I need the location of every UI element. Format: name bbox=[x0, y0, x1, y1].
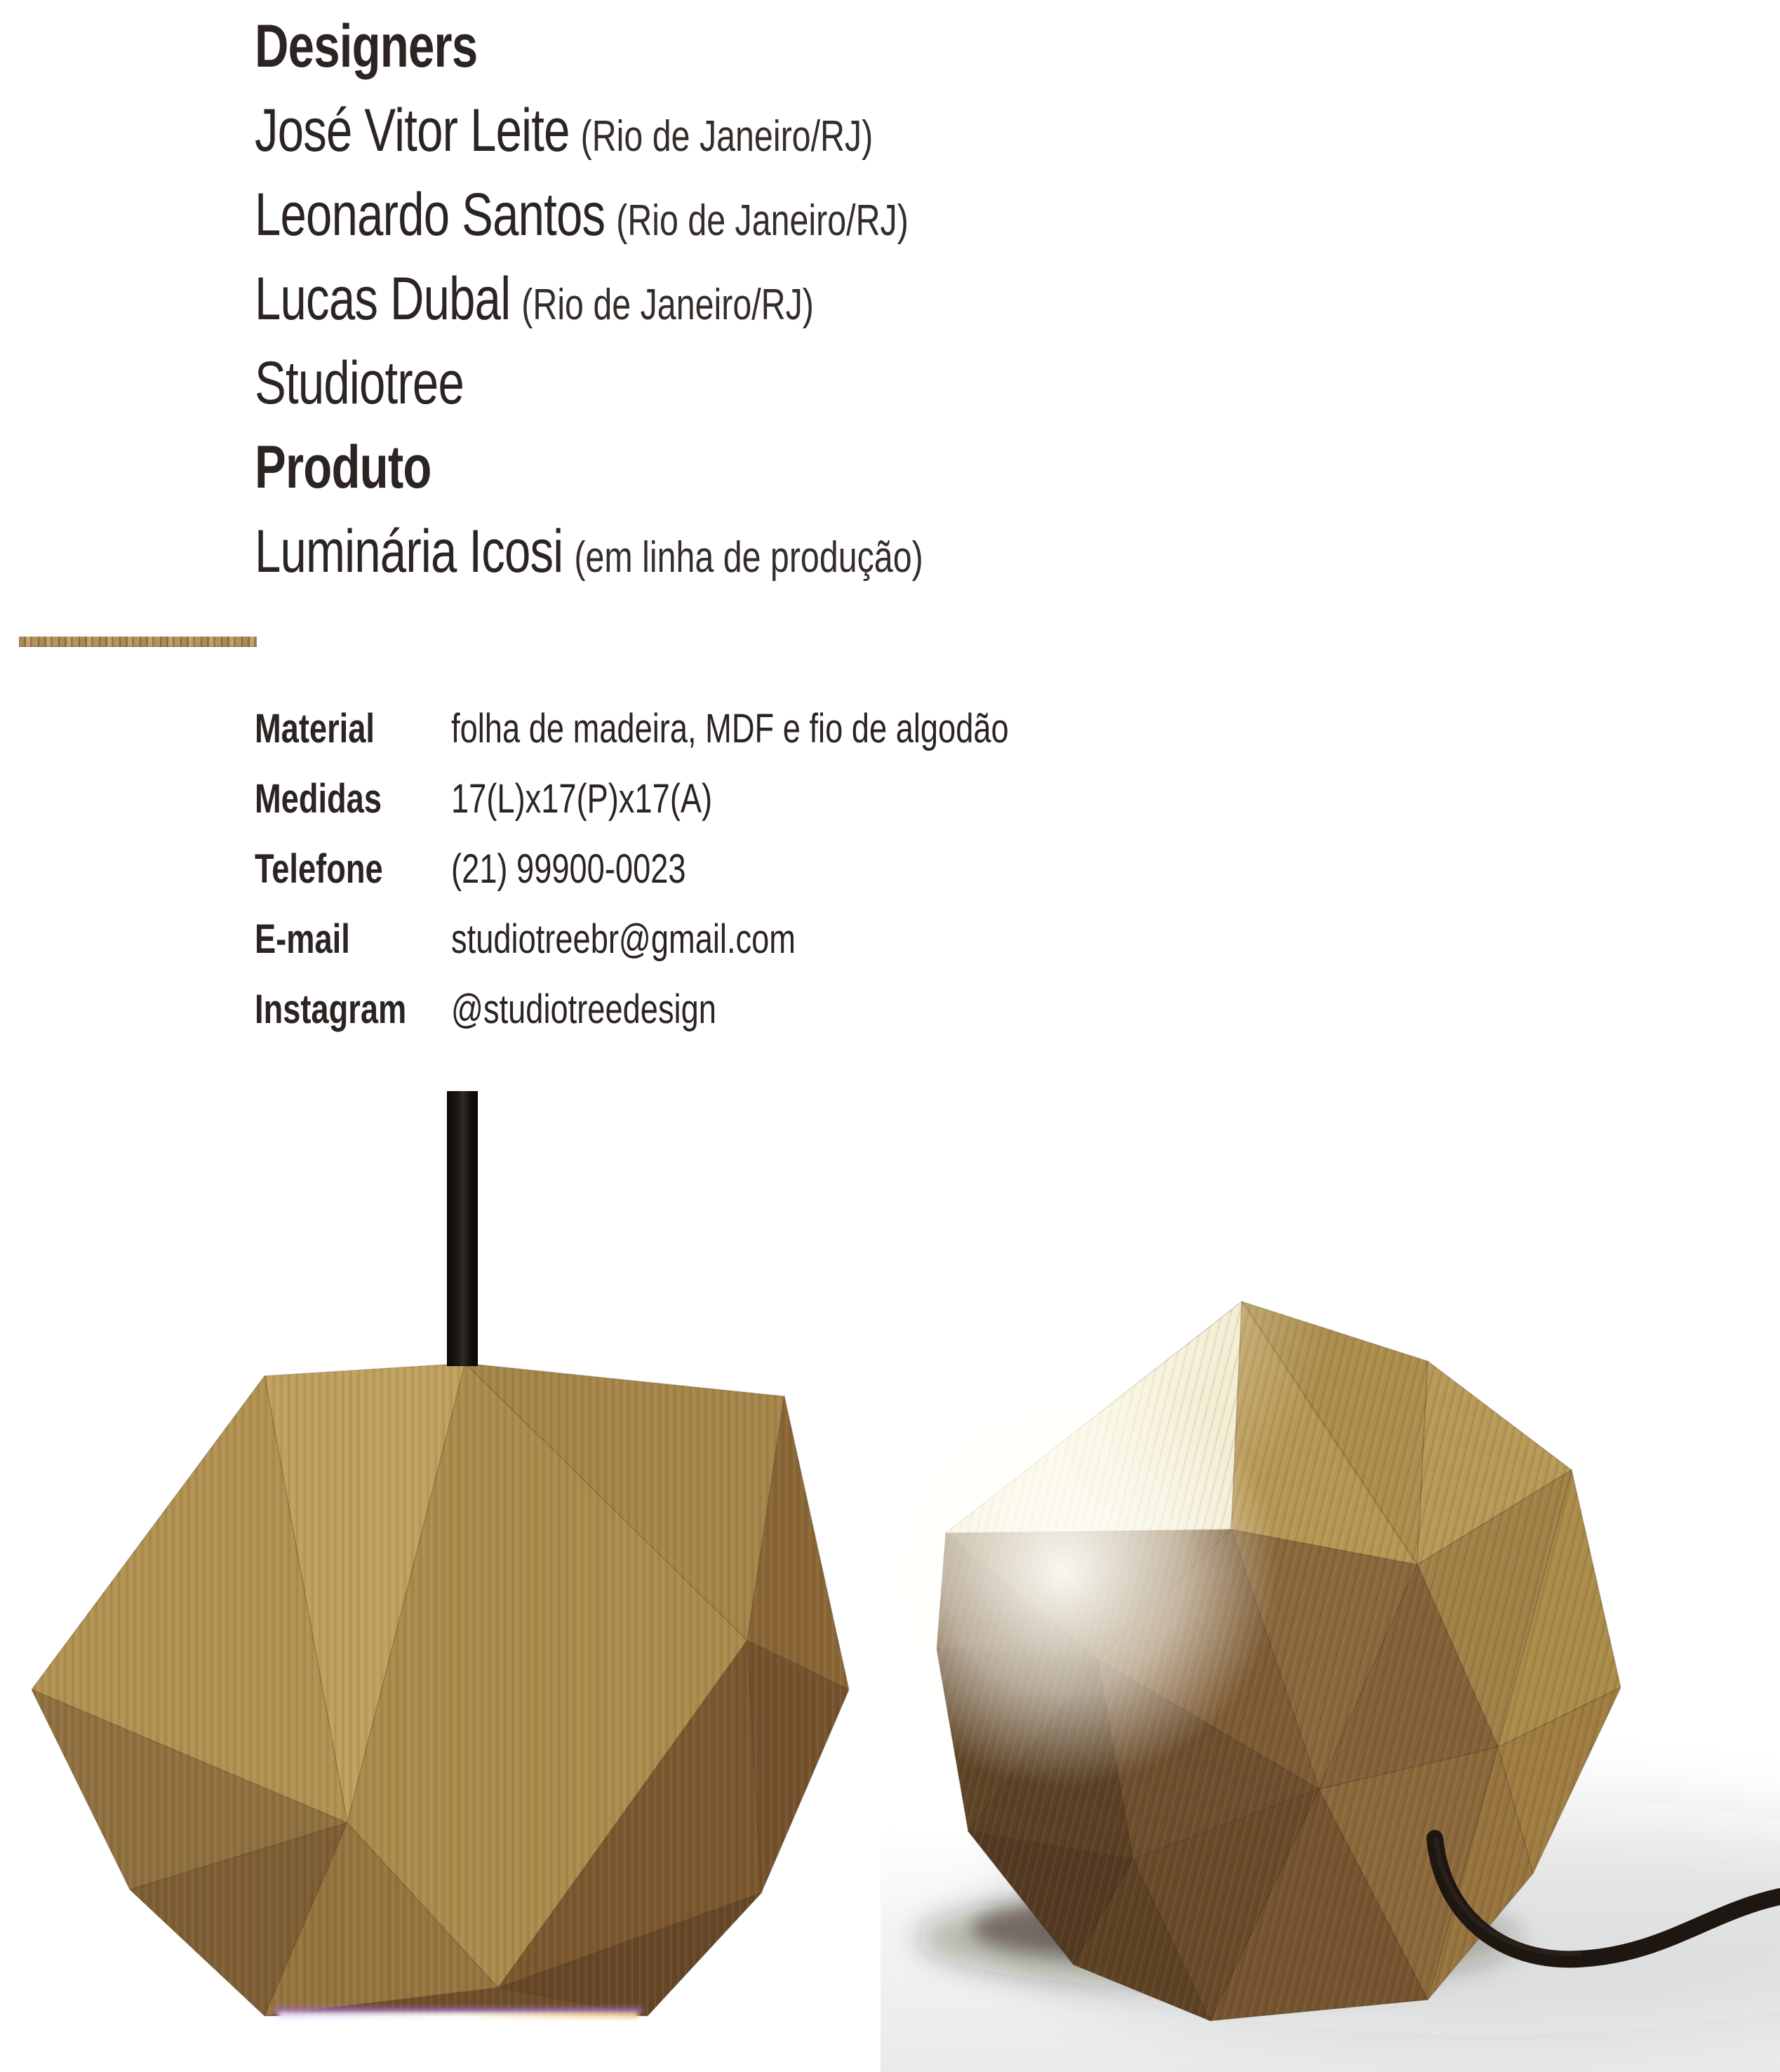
detail-value: studiotreebr@gmail.com bbox=[451, 916, 796, 962]
detail-row-medidas bbox=[255, 764, 1009, 834]
detail-label: Telefone bbox=[255, 846, 383, 892]
designer-row-2 bbox=[255, 173, 923, 257]
designer-location: (Rio de Janeiro/RJ) bbox=[521, 281, 814, 329]
product-row bbox=[255, 509, 923, 594]
detail-row-material bbox=[255, 694, 1009, 764]
product-status: (em linha de produção) bbox=[574, 533, 923, 582]
product-name: Luminária Icosi bbox=[255, 518, 563, 585]
designer-row-1 bbox=[255, 88, 923, 173]
product-label: Produto bbox=[255, 434, 431, 501]
detail-value: @studiotreedesign bbox=[451, 987, 716, 1032]
designer-location: (Rio de Janeiro/RJ) bbox=[580, 112, 874, 161]
detail-label: Medidas bbox=[255, 776, 382, 822]
studio-name: Studiotree bbox=[255, 349, 464, 417]
product-heading bbox=[255, 425, 923, 509]
detail-value: (21) 99900-0023 bbox=[451, 846, 686, 892]
power-cable bbox=[881, 1052, 1780, 2072]
bottom-glow-white bbox=[279, 2012, 638, 2019]
detail-value: folha de madeira, MDF e fio de algodão bbox=[451, 706, 1009, 751]
details-block bbox=[255, 694, 1222, 1045]
wood-divider-bar bbox=[19, 636, 257, 647]
pendant-cord bbox=[447, 1091, 478, 1366]
header-block bbox=[255, 4, 1111, 594]
designers-heading bbox=[255, 4, 923, 88]
detail-row-telefone bbox=[255, 834, 1009, 904]
pendant-lamp-photo bbox=[14, 1081, 884, 2072]
detail-row-instagram bbox=[255, 975, 1009, 1045]
detail-row-email bbox=[255, 904, 1009, 975]
detail-value: 17(L)x17(P)x17(A) bbox=[451, 776, 713, 822]
bottom-glow-purple bbox=[274, 2008, 642, 2013]
detail-label: E-mail bbox=[255, 916, 350, 962]
designers-label: Designers bbox=[255, 13, 478, 80]
detail-label: Material bbox=[255, 706, 375, 751]
designer-row-3 bbox=[255, 257, 923, 341]
designer-name: José Vitor Leite bbox=[255, 97, 570, 164]
detail-label: Instagram bbox=[255, 987, 407, 1032]
designer-name: Leonardo Santos bbox=[255, 181, 605, 248]
pendant-lamp-icosahedron bbox=[32, 1360, 849, 2037]
studio-row bbox=[255, 341, 923, 425]
designer-location: (Rio de Janeiro/RJ) bbox=[616, 196, 909, 245]
table-lamp-photo bbox=[881, 1052, 1780, 2072]
designer-name: Lucas Dubal bbox=[255, 265, 511, 333]
